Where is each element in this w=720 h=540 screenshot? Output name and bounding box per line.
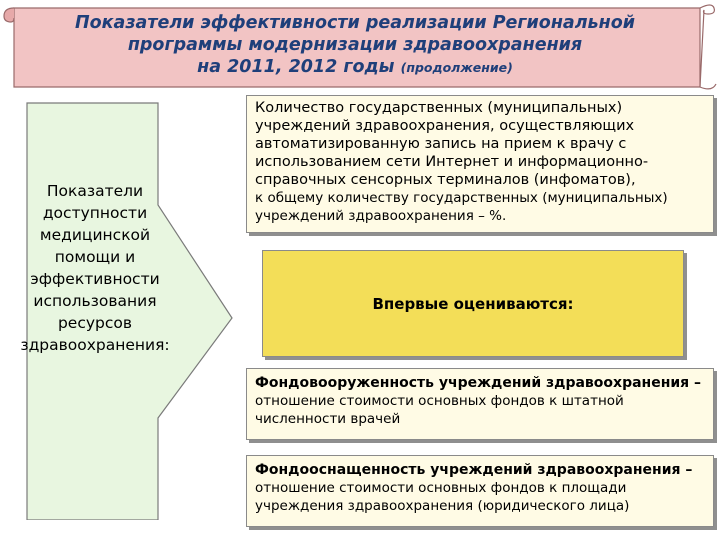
arrow-label-line: использования xyxy=(33,292,157,310)
arrow-label-line: ресурсов xyxy=(57,314,133,332)
indicator-text-line: автоматизированную запись на прием к врачу с xyxy=(255,136,627,152)
indicator-capital-area-ratio xyxy=(246,455,714,527)
title-line-2: программы модернизации здравоохранения xyxy=(127,35,583,55)
first-evaluated-label: Впервые оцениваются: xyxy=(372,294,574,313)
indicator-heading: Фондовооруженность учреждений здравоохранения – xyxy=(255,375,702,391)
banner-right-curl xyxy=(700,5,716,89)
indicator-text-line: учреждений здравоохранения, осуществляющих xyxy=(255,118,635,134)
title-line-1: Показатели эффективности реализации Региональной xyxy=(75,13,635,33)
arrow-label-line: эффективности xyxy=(30,270,160,288)
indicator-text-line: использованием сети Интернет и информационно- xyxy=(255,154,649,170)
indicator-text-line: учреждений здравоохранения – %. xyxy=(255,208,507,224)
arrow-label-line: доступности xyxy=(42,204,148,222)
indicator-heading: Фондооснащенность учреждений здравоохранения – xyxy=(255,462,693,478)
indicator-text-line: отношение стоимости основных фондов к площади xyxy=(255,480,627,496)
indicator-text-line: к общему количеству государственных (муниципальных) xyxy=(255,190,668,206)
title-years: на 2011, 2012 годы xyxy=(197,57,395,77)
indicator-online-booking xyxy=(246,95,714,233)
indicator-text-line: отношение стоимости основных фондов к штатной xyxy=(255,393,624,409)
indicator-text-line: учреждения здравоохранения (юридического лица) xyxy=(255,498,630,514)
arrow-label-line: здравоохранения: xyxy=(20,336,170,354)
title-continued: (продолжение) xyxy=(400,60,513,75)
banner-left-curl xyxy=(4,8,14,22)
arrow-label xyxy=(0,180,190,356)
arrow-label-line: медицинской xyxy=(39,226,151,244)
indicator-text-line: Количество государственных (муниципальных) xyxy=(255,100,623,116)
arrow-label-line: Показатели xyxy=(46,182,144,200)
arrow-label-line: помощи и xyxy=(54,248,136,266)
page-title xyxy=(22,12,688,79)
indicator-text-line: справочных сенсорных терминалов (инфоматов), xyxy=(255,172,636,188)
indicator-text-line: численности врачей xyxy=(255,411,401,427)
indicator-capital-labor-ratio xyxy=(246,368,714,440)
title-line-3 xyxy=(22,56,688,79)
first-evaluated-box xyxy=(262,250,684,357)
